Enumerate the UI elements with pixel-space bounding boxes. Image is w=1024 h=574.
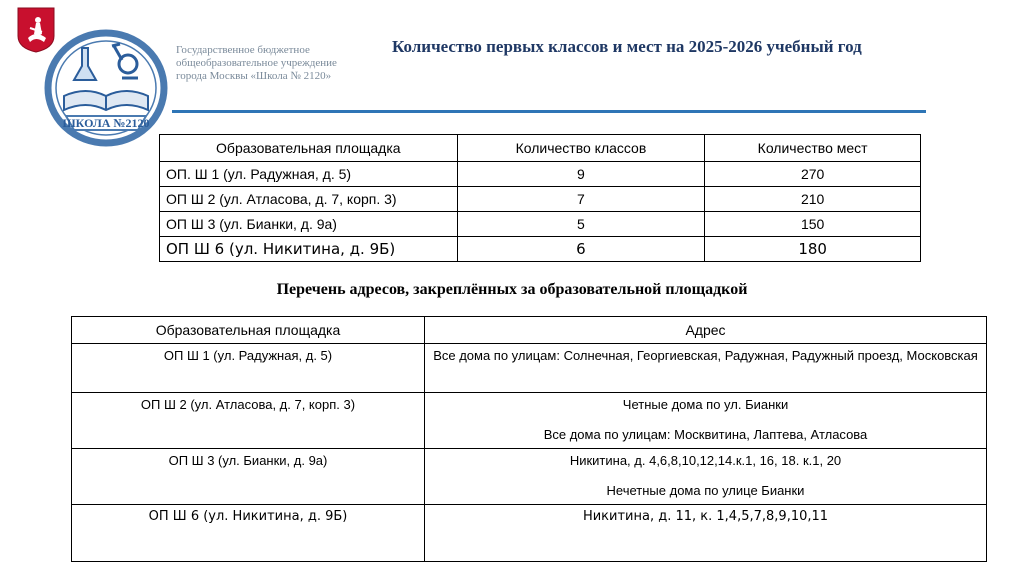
table-row (160, 162, 921, 187)
section-subtitle: Перечень адресов, закреплённых за образовательной площадкой (276, 281, 748, 298)
address-line: Все дома по улицам: Солнечная, Георгиевская, Радужная, Радужный проезд, Московская (433, 348, 978, 363)
address-cell (425, 344, 987, 393)
classes-cell: 9 (457, 162, 705, 187)
column-header-site: Образовательная площадка (160, 135, 458, 162)
table-header-row (72, 317, 987, 344)
places-cell: 150 (705, 212, 921, 237)
org-name-line: Государственное бюджетное (176, 44, 310, 56)
address-line: Нечетные дома по улице Бианки (606, 483, 805, 498)
column-header-places: Количество мест (705, 135, 921, 162)
org-name-line: общеобразовательное учреждение (176, 57, 337, 69)
site-cell: ОП Ш 6 (ул. Никитина, д. 9Б) (160, 237, 458, 262)
address-line: Никитина, д. 11, к. 1,4,5,7,8,9,10,11 (582, 509, 829, 524)
logo-lettering: ШКОЛА №2120 (62, 116, 150, 130)
address-line: Никитина, д. 4,6,8,10,12,14.к.1, 16, 18. к.1, 20 (569, 453, 842, 468)
classes-cell: 7 (457, 187, 705, 212)
address-cell (425, 393, 987, 449)
places-cell: 210 (705, 187, 921, 212)
address-line: Все дома по улицам: Москвитина, Лаптева, Атласова (543, 427, 868, 442)
table-row (72, 393, 987, 449)
places-cell: 180 (705, 237, 921, 262)
column-header-classes: Количество классов (457, 135, 705, 162)
classes-cell: 6 (457, 237, 705, 262)
address-table (71, 316, 987, 562)
slide-title: Количество первых классов и мест на 2025-2026 учебный год (392, 37, 862, 56)
site-cell: ОП Ш 1 (ул. Радужная, д. 5) (72, 344, 425, 393)
site-cell: ОП Ш 2 (ул. Атласова, д. 7, корп. 3) (160, 187, 458, 212)
site-cell: ОП Ш 3 (ул. Бианки, д. 9а) (160, 212, 458, 237)
table-row (160, 187, 921, 212)
address-line: Четные дома по ул. Бианки (622, 397, 789, 412)
places-cell: 270 (705, 162, 921, 187)
column-header-site: Образовательная площадка (72, 317, 425, 344)
classes-table (159, 134, 921, 262)
table-row (160, 212, 921, 237)
column-header-address: Адрес (425, 317, 987, 344)
table-row (72, 505, 987, 562)
org-name-line: города Москвы «Школа № 2120» (176, 70, 332, 82)
table-row (72, 344, 987, 393)
title-divider (172, 110, 926, 113)
table-header-row (160, 135, 921, 162)
address-cell (425, 449, 987, 505)
site-cell: ОП Ш 3 (ул. Бианки, д. 9а) (72, 449, 425, 505)
table-row (160, 237, 921, 262)
organization-name (176, 44, 406, 83)
table-row (72, 449, 987, 505)
site-cell: ОП Ш 2 (ул. Атласова, д. 7, корп. 3) (72, 393, 425, 449)
school-logo (42, 26, 170, 150)
address-cell (425, 505, 987, 562)
classes-cell: 5 (457, 212, 705, 237)
site-cell: ОП. Ш 1 (ул. Радужная, д. 5) (160, 162, 458, 187)
site-cell: ОП Ш 6 (ул. Никитина, д. 9Б) (72, 505, 425, 562)
